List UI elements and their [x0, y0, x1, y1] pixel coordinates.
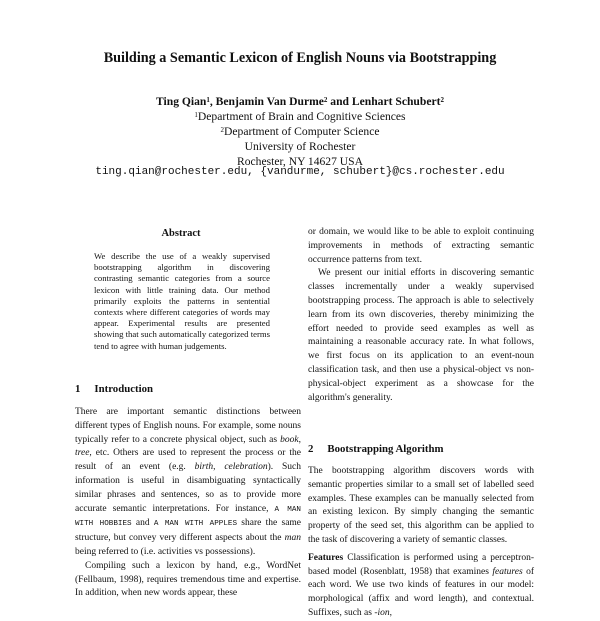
author-1-sup: 1	[206, 96, 210, 104]
paragraph: Compiling such a lexicon by hand, e.g., WordNet (Fellbaum, 1998), requires tremendous time and expertise. In addition, when new words appear, these	[75, 560, 301, 599]
author-block	[0, 94, 600, 169]
run-in-heading: Features	[308, 552, 344, 563]
city: Rochester, NY 14627 USA	[237, 155, 363, 168]
abstract-heading: Abstract	[161, 228, 201, 239]
section-number: 1	[75, 383, 81, 395]
italic-term: -ion	[374, 607, 390, 618]
text-run: Classification is performed using a perceptron-based model (Rosenblatt, 1958) that examines	[308, 552, 534, 577]
author-names	[0, 94, 600, 109]
text-run: ,	[298, 434, 301, 445]
author-emails: ting.qian@rochester.edu, {vandurme, schubert}@cs.rochester.edu	[95, 166, 505, 178]
author-separator: and	[327, 95, 352, 108]
text-run: being referred to (i.e. activities vs possessions).	[75, 546, 256, 557]
right-column-intro	[308, 226, 534, 405]
section-2-heading	[308, 443, 534, 455]
author-1: Ting Qian	[156, 95, 207, 108]
section-2-body	[308, 465, 534, 621]
affiliation-2-sup: 2	[220, 126, 224, 134]
paragraph	[308, 552, 534, 621]
author-separator: ,	[209, 95, 216, 108]
text-run: ). Such information is useful in disambiguating syntactically similar phrases and sentences, so as to provide more accurate semantic interpretations. For instance,	[75, 462, 301, 514]
section-1-heading	[75, 383, 301, 395]
example-phrase: A MAN WITH HOBBIES	[75, 505, 301, 529]
paragraph: The bootstrapping algorithm discovers words with semantic properties similar to a small set of labelled seed examples. These examples can be manually selected from an existing lexicon. By simply changing the semantic property of the seed set, this algorithm can be applied to the task of discovering a variety of semantic classes.	[308, 466, 534, 545]
paper-title: Building a Semantic Lexicon of English Nouns via Bootstrapping	[103, 50, 497, 66]
abstract-text: We describe the use of a weakly supervised bootstrapping algorithm in discovering contrasting semantic categories from a source lexicon with little training data. Our method primarily exploits the patterns in sentential contexts where different categories of words may appear. Experimental results are presented showing that such automatically categorized terms tend to agree with human judgements.	[94, 251, 270, 351]
section-title: Bootstrapping Algorithm	[327, 443, 444, 455]
author-2: Benjamin Van Durme	[215, 95, 324, 108]
university: University of Rochester	[244, 140, 356, 153]
text-run: and	[131, 518, 154, 529]
author-2-sup: 2	[323, 96, 328, 104]
italic-term: birth	[194, 462, 214, 473]
section-number: 2	[308, 443, 314, 455]
text-run: , etc. Others are used to represent the process or the result of an event (e.g.	[75, 448, 301, 473]
italic-term: tree	[75, 448, 90, 459]
affiliation-1-text: Department of Brain and Cognitive Sciences	[197, 110, 406, 123]
text-run: of each word. We use two kinds of features in our model: morphological (affix and word length), and contextual. Suffixes, such as	[308, 566, 534, 618]
italic-term: book	[280, 434, 299, 445]
affiliation-1	[0, 109, 600, 124]
author-3: Lenhart Schubert	[351, 95, 441, 108]
italic-term: celebration	[224, 462, 268, 473]
text-run: ,	[213, 462, 225, 473]
paragraph: or domain, we would like to be able to exploit continuing improvements in methods of extracting semantic occurrence patterns from text.	[308, 227, 534, 265]
section-1-body	[75, 406, 301, 601]
section-title: Introduction	[94, 383, 154, 395]
example-phrase: A MAN WITH APPLES	[153, 520, 238, 529]
italic-term: man	[284, 533, 301, 544]
affiliation-1-sup: 1	[194, 111, 198, 119]
paragraph	[75, 406, 301, 560]
affiliation-2	[0, 124, 600, 139]
affiliation-2-text: Department of Computer Science	[224, 125, 380, 138]
text-run: share the same structure, but convey very different aspects about the	[75, 518, 302, 544]
paragraph: We present our initial efforts in discovering semantic classes incrementally under a weakly supervised bootstrapping process. The approach is able to selectively learn from its own discoveries, thereby minimizing the effort needed to provide seed examples as well as maintaining a reasonable accuracy rate. In what follows, we first focus on its application to an event-noun classification task, and then use a physical-object vs non-physical-object experiment as a showcase for the algorithm's generality.	[308, 268, 534, 403]
text-run: There are important semantic distinctions between different types of English nouns. For example, some nouns typically refer to a concrete physical object, such as	[75, 407, 301, 445]
italic-term: features	[492, 566, 523, 577]
text-run: ,	[389, 607, 393, 618]
author-3-sup: 2	[440, 96, 444, 104]
